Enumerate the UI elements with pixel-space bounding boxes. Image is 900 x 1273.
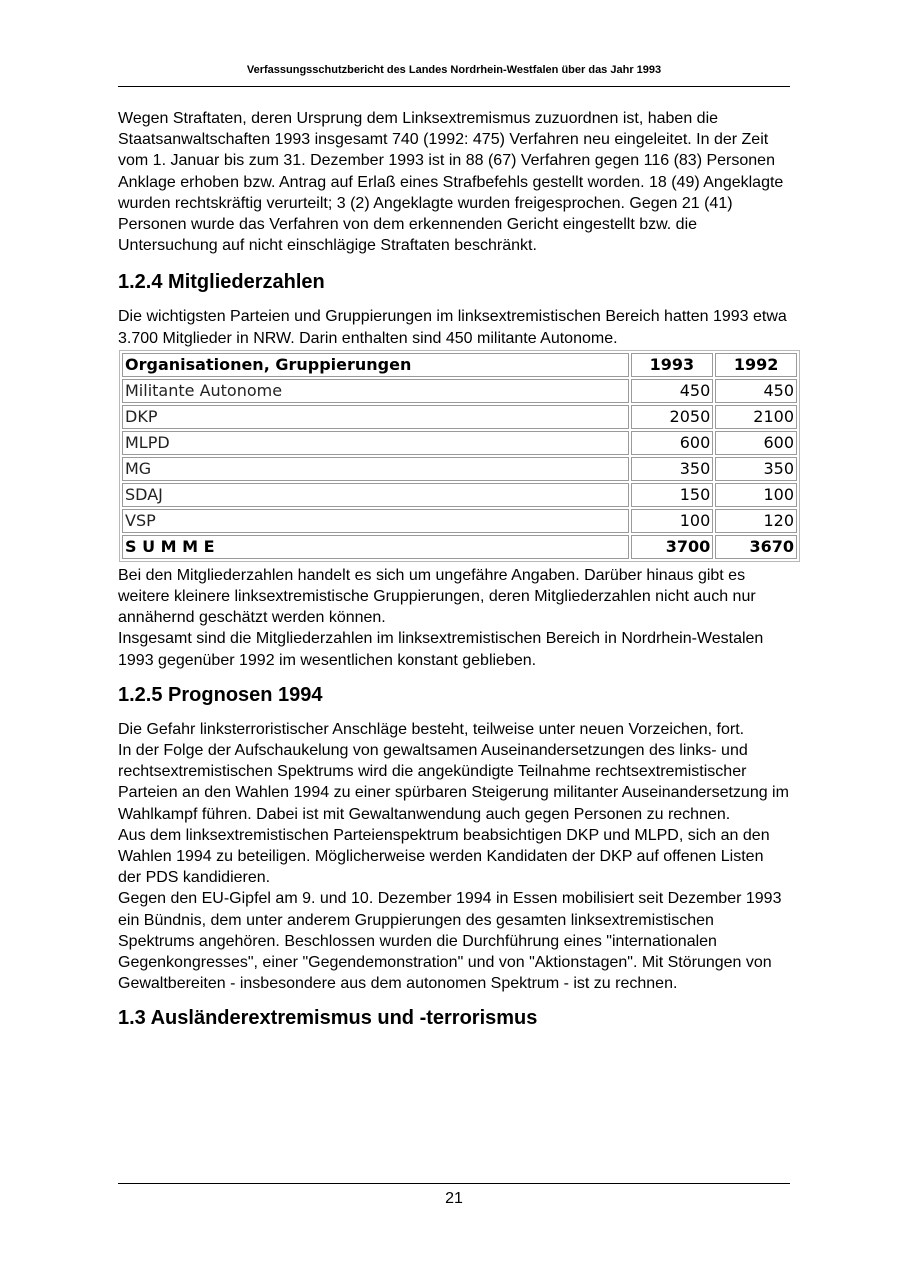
count-1992: 600 (715, 431, 797, 455)
table-row (122, 405, 797, 429)
section-heading-prognosen: 1.2.5 Prognosen 1994 (118, 683, 323, 706)
page-content (118, 108, 794, 1030)
org-name: MG (122, 457, 629, 481)
membership-note-2: Insgesamt sind die Mitgliederzahlen im linksextremistischen Bereich in Nordrhein-Westalen 1993 gegenüber 1992 im wesentlichen konstant geblieben. (118, 630, 764, 669)
count-1992: 2100 (715, 405, 797, 429)
org-name: VSP (122, 509, 629, 533)
total-label: S U M M E (122, 535, 629, 559)
column-header-1992: 1992 (715, 353, 797, 377)
table-row (122, 509, 797, 533)
section-heading-mitgliederzahlen: 1.2.4 Mitgliederzahlen (118, 271, 325, 294)
table-total-row (122, 535, 797, 559)
section-heading-auslaenderextremismus: 1.3 Ausländerextremismus und -terrorismus (118, 1007, 538, 1030)
table-header-row (122, 353, 797, 377)
table-row (122, 431, 797, 455)
header-rule (118, 86, 790, 87)
count-1993: 2050 (631, 405, 714, 429)
count-1993: 450 (631, 379, 714, 403)
membership-intro: Die wichtigsten Parteien und Gruppierungen im linksextremistischen Bereich hatten 1993 etwa 3.700 Mitglieder in NRW. Darin enthalten sind 450 militante Autonome. (118, 308, 787, 347)
table-row (122, 483, 797, 507)
org-name: MLPD (122, 431, 629, 455)
count-1992: 350 (715, 457, 797, 481)
count-1992: 450 (715, 379, 797, 403)
column-header-1993: 1993 (631, 353, 714, 377)
count-1993: 350 (631, 457, 714, 481)
org-name: Militante Autonome (122, 379, 629, 403)
running-header: Verfassungsschutzbericht des Landes Nordrhein-Westfalen über das Jahr 1993 (246, 64, 662, 76)
footer-rule (118, 1183, 790, 1184)
count-1993: 150 (631, 483, 714, 507)
table-row (122, 379, 797, 403)
page-number: 21 (445, 1190, 463, 1207)
intro-paragraph: Wegen Straftaten, deren Ursprung dem Linksextremismus zuzuordnen ist, haben die Staatsanwaltschaften 1993 insgesamt 740 (1992: 475) Verfahren neu eingeleitet. In der Zeit vom 1. Januar bis zum 31. Dezember 1993 ist in 88 (67) Verfahren gegen 116 (83) Personen Anklage erhoben bzw. Antrag auf Erlaß eines Strafbefehls gestellt worden. 18 (49) Angeklagte wurden rechtskräftig verurteilt; 3 (2) Angeklagte wurden freigesprochen. Gegen 21 (41) Personen wurde das Verfahren von dem erkennenden Gericht eingestellt bzw. die Untersuchung auf nicht einschlägige Straftaten beschränkt. (118, 110, 784, 255)
forecast-paragraph-3: Aus dem linksextremistischen Parteienspektrum beabsichtigen DKP und MLPD, sich an den Wahlen 1994 zu beteiligen. Möglicherweise werden Kandidaten der DKP auf offenen Listen der PDS kandidieren. (118, 826, 770, 887)
count-1992: 100 (715, 483, 797, 507)
membership-note-1: Bei den Mitgliederzahlen handelt es sich um ungefähre Angaben. Darüber hinaus gibt es weitere kleinere linksextremistische Gruppierungen, deren Mitgliederzahlen nicht auch nur annähernd geschätzt werden können. (118, 566, 756, 627)
forecast-paragraph-1: Die Gefahr linksterroristischer Anschläge besteht, teilweise unter neuen Vorzeichen, fort. (118, 720, 745, 738)
forecast-paragraph-2: In der Folge der Aufschaukelung von gewaltsamen Auseinandersetzungen des links- und rechtsextremistischen Spektrums wird die angekündigte Teilnahme rechtsextremistischer Parteien an den Wahlen 1994 zu einer spürbaren Steigerung militanter Auseinandersetzung im Wahlkampf führen. Dabei ist mit Gewaltanwendung auch gegen Personen zu rechnen. (118, 742, 789, 823)
column-header-organisation: Organisationen, Gruppierungen (122, 353, 629, 377)
forecast-paragraph-4: Gegen den EU-Gipfel am 9. und 10. Dezember 1994 in Essen mobilisiert seit Dezember 1993 ein Bündnis, dem unter anderem Gruppierungen des gesamten linksextremistischen Spektrums angehören. Beschlossen wurden die Durchführung eines "internationalen Gegenkongresses", einer "Gegendemonstration" und von "Aktionstagen". Mit Störungen von Gewaltbereiten - insbesondere aus dem autonomen Spektrum - ist zu rechnen. (118, 890, 782, 993)
count-1992: 120 (715, 509, 797, 533)
org-name: SDAJ (122, 483, 629, 507)
count-1993: 100 (631, 509, 714, 533)
membership-table-wrapper (119, 350, 800, 562)
count-1993: 600 (631, 431, 714, 455)
org-name: DKP (122, 405, 629, 429)
total-1993: 3700 (631, 535, 714, 559)
membership-table (119, 350, 800, 562)
table-row (122, 457, 797, 481)
total-1992: 3670 (715, 535, 797, 559)
